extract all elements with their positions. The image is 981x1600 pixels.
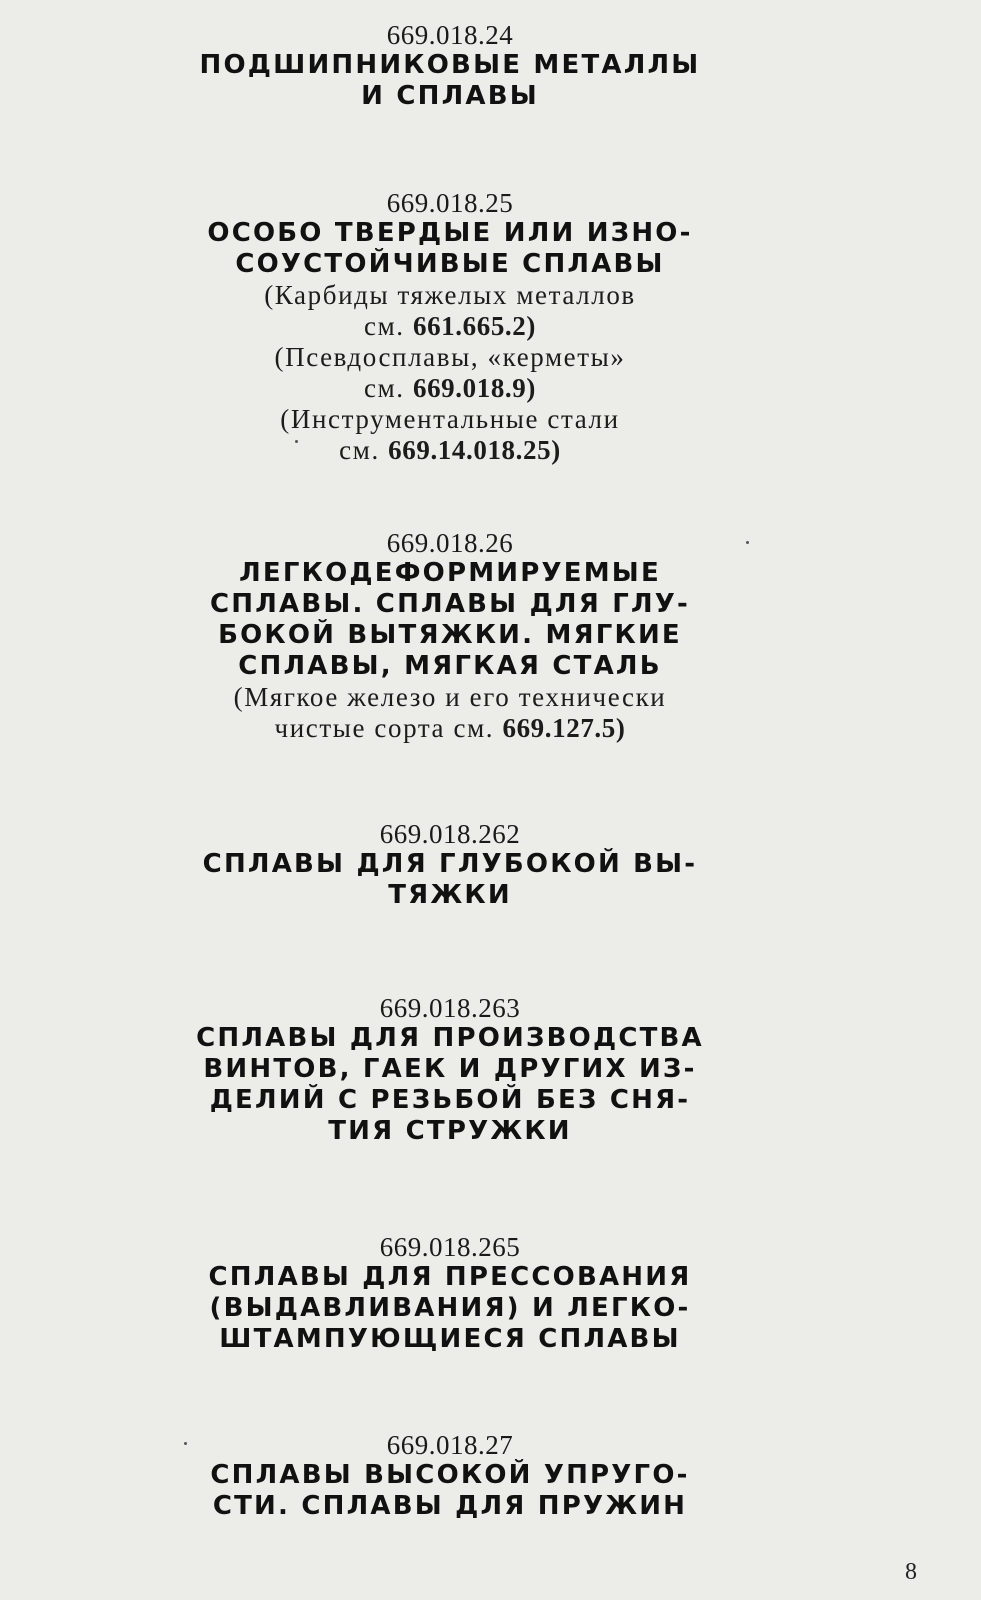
print-speck xyxy=(295,440,298,443)
udc-code: 669.018.25 xyxy=(386,188,514,218)
udc-code: 669.018.24 xyxy=(386,20,514,50)
note-text: (Псевдосплавы, «керметы» xyxy=(274,342,626,372)
reference-code: 661.665.2) xyxy=(412,311,536,341)
note-text: см. xyxy=(364,373,413,403)
note-text: чистые сорта см. xyxy=(274,713,503,743)
print-speck xyxy=(184,1442,187,1445)
section-heading-line: И СПЛАВЫ xyxy=(361,81,539,111)
classification-entry xyxy=(0,528,900,744)
section-heading-line: ТЯЖКИ xyxy=(388,880,512,910)
udc-code: 669.018.27 xyxy=(386,1430,514,1460)
section-heading-line: СПЛАВЫ ДЛЯ ПРЕССОВАНИЯ xyxy=(208,1262,692,1292)
note-text: (Мягкое железо и его технически xyxy=(233,682,667,712)
section-heading-line: СОУСТОЙЧИВЫЕ СПЛАВЫ xyxy=(235,249,665,279)
classification-entry xyxy=(0,993,900,1147)
print-speck xyxy=(746,541,749,544)
section-heading-line: СПЛАВЫ ДЛЯ ПРОИЗВОДСТВА xyxy=(196,1023,704,1053)
section-heading-line: СПЛАВЫ. СПЛАВЫ ДЛЯ ГЛУ- xyxy=(209,589,691,619)
section-heading-line: СПЛАВЫ ВЫСОКОЙ УПРУГО- xyxy=(210,1460,690,1490)
cross-reference-note xyxy=(0,373,900,404)
udc-code: 669.018.26 xyxy=(386,528,514,558)
classification-entry xyxy=(0,1232,900,1355)
cross-reference-note xyxy=(0,435,900,466)
classification-entry xyxy=(0,20,900,112)
reference-code: 669.127.5) xyxy=(502,713,626,743)
cross-reference-note xyxy=(0,682,900,713)
udc-code: 669.018.263 xyxy=(379,993,521,1023)
section-heading-line: СТИ. СПЛАВЫ ДЛЯ ПРУЖИН xyxy=(212,1491,688,1521)
section-heading-line: СПЛАВЫ, МЯГКАЯ СТАЛЬ xyxy=(238,651,662,681)
classification-entry xyxy=(0,188,900,466)
cross-reference-note xyxy=(0,280,900,311)
cross-reference-note xyxy=(0,713,900,744)
note-text: см. xyxy=(339,435,389,465)
section-heading-line: БОКОЙ ВЫТЯЖКИ. МЯГКИЕ xyxy=(218,620,682,650)
note-text: (Карбиды тяжелых металлов xyxy=(264,280,636,310)
cross-reference-note xyxy=(0,311,900,342)
section-heading-line: (ВЫДАВЛИВАНИЯ) И ЛЕГКО- xyxy=(209,1293,691,1323)
udc-code: 669.018.262 xyxy=(379,819,521,849)
note-text: см. xyxy=(364,311,413,341)
section-heading-line: ОСОБО ТВЕРДЫЕ ИЛИ ИЗНО- xyxy=(207,218,693,248)
section-heading-line: ДЕЛИЙ С РЕЗЬБОЙ БЕЗ СНЯ- xyxy=(209,1085,691,1115)
classification-entry xyxy=(0,819,900,911)
reference-code: 669.14.018.25) xyxy=(388,435,561,465)
cross-reference-note xyxy=(0,404,900,435)
udc-code: 669.018.265 xyxy=(379,1232,521,1262)
section-heading-line: ЛЕГКОДЕФОРМИРУЕМЫЕ xyxy=(239,558,661,588)
cross-reference-note xyxy=(0,342,900,373)
section-heading-line: СПЛАВЫ ДЛЯ ГЛУБОКОЙ ВЫ- xyxy=(202,849,698,879)
section-heading-line: ПОДШИПНИКОВЫЕ МЕТАЛЛЫ xyxy=(199,50,701,80)
section-heading-line: ШТАМПУЮЩИЕСЯ СПЛАВЫ xyxy=(219,1324,681,1354)
page-number: 8 xyxy=(905,1559,917,1585)
section-heading-line: ВИНТОВ, ГАЕК И ДРУГИХ ИЗ- xyxy=(203,1054,697,1084)
note-text: (Инструментальные стали xyxy=(280,404,620,434)
section-heading-line: ТИЯ СТРУЖКИ xyxy=(328,1116,572,1146)
reference-code: 669.018.9) xyxy=(412,373,536,403)
classification-entry xyxy=(0,1430,900,1522)
